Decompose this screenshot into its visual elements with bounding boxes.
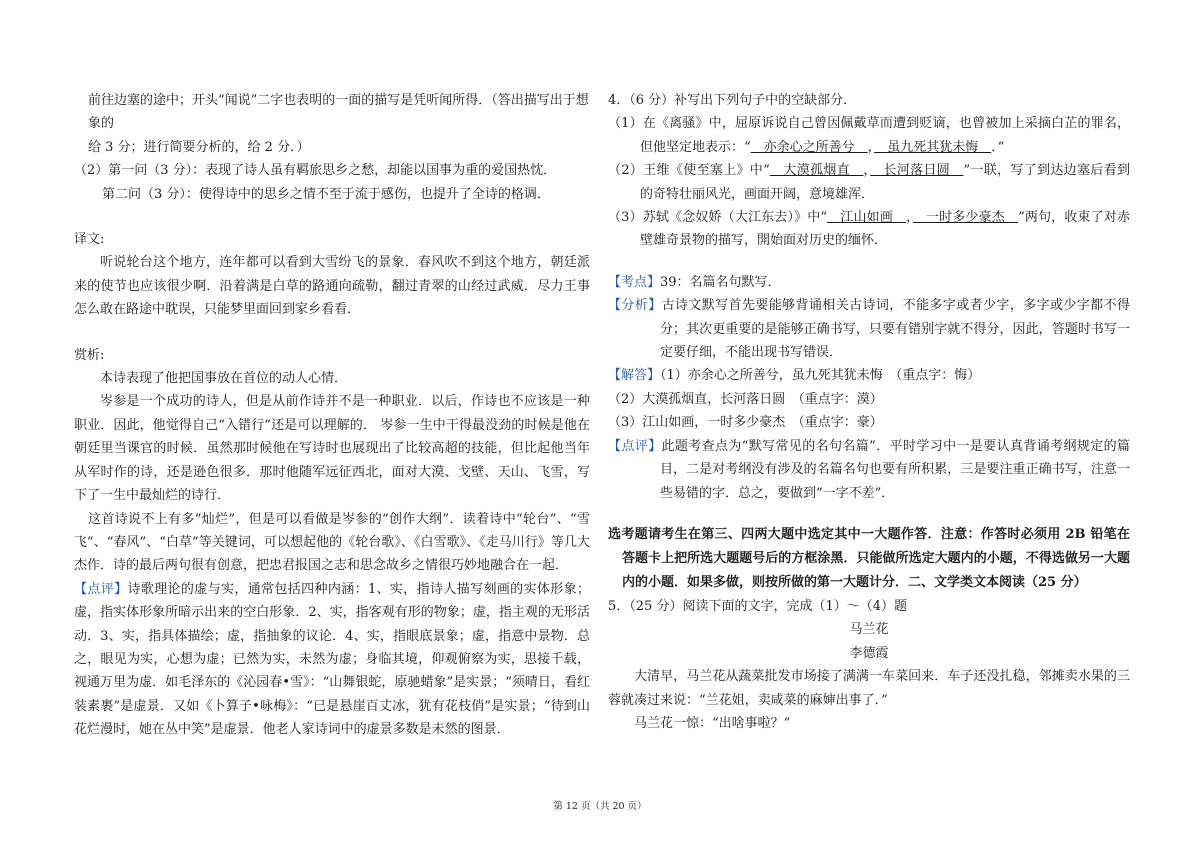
- story-title: 马兰花: [849, 622, 889, 638]
- question-4-title: 4．（6 分）补写出下列句子中的空缺部分．: [608, 93, 857, 108]
- question-5-title: 5．（25 分）阅读下面的文字，完成（1）～（4）题: [608, 598, 907, 614]
- q4-3-answer-2: 一时多少豪杰: [912, 210, 1019, 226]
- appreciation-para-1: 本诗表现了他把国事放在首位的动人心情．: [100, 371, 348, 387]
- appreciation-para-3: 这首诗说不上有多“灿烂”，但是可以看做是岑参的“创作大纲”．读着诗中“轮台”、“雪飞”、“春风”、“白草”等关键词，可以想起他的《轮台歌》、《白雪歌》、《走马川行》等几大杰作．诗的最后两句很有创意，把忠君报国之志和思念故乡之情很巧妙地融合在一起．: [74, 511, 590, 574]
- right-column: [608, 89, 1130, 735]
- right-comment-section: [608, 435, 1130, 505]
- question-4-item-1: [608, 112, 1130, 159]
- q4-2-suffix: ”一联，写了到达边塞后看到的奇特壮丽风光，画面开阔，意境雄浑．: [640, 163, 1130, 202]
- comment-text: 诗歌理论的虚与实，通常包括四种内涵：1、实，指诗人描写刻画的实体形象；虚，指实体形象所暗示出来的空白形象．2、实，指客观有形的物象；虚，指主观的无形活动．3、实，指具体描绘；虚，指抽象的议论．4、实，指眼底景象；虚，指意中景物．总之，眼见为实，心想为虚；已然为实，未然为虚；身临其境，仰观俯察为实，思接千载，视通万里为虚．如毛泽东的《沁园春•雪》：“山舞银蛇，原驰蜡象”是实景；“须晴日，看红装素裹”是虚景．又如《卜算子•咏梅》：“已是悬崖百丈冰，犹有花枝俏”是实景；“待到山花烂漫时，她在丛中笑”是虚景．他老人家诗词中的虚景多数是未然的图景．: [74, 581, 590, 738]
- right-comment-tag: 【点评】: [608, 438, 662, 454]
- story-paragraph-1: 大清早，马兰花从蔬菜批发市场接了满满一车菜回来．车子还没扎稳，邻摊卖水果的三蓉就凑过来说：“兰花姐，卖咸菜的麻婶出事了．”: [608, 669, 1130, 708]
- right-comment-text: 此题考查点为“默写常见的名句名篇”．平时学习中一是要认真背诵考纲规定的篇目，二是对考纲没有涉及的名篇名句也要有所积累，三是要注重正确书写，注意一些易错的字．总之，要做到“一字不差”．: [660, 438, 1130, 501]
- q4-3-prefix: （3）苏轼《念奴娇（大江东去）》中“: [608, 210, 828, 226]
- analysis-tag: 【分析】: [608, 298, 662, 314]
- q4-2-answer-2: 长河落日圆: [870, 163, 964, 179]
- left-column: [74, 89, 590, 742]
- appreciation-label: 赏析:: [74, 347, 105, 363]
- left-line-1: 前往边塞的途中；开头“闻说”二字也表明的一面的描写是凭听闻所得．（答出描写出于想象的: [88, 93, 589, 132]
- answer-line-1: [608, 364, 1130, 387]
- analysis-text: 古诗文默写首先要能够背诵相关古诗词，不能多字或者少字，多字或少字都不得分；其次更重要的是能够正确书写，只要有错别字就不得分，因此，答题时书写一定要仔细，不能出现书写错误．: [660, 298, 1130, 361]
- page-footer: 第 12 页（共 20 页）: [553, 801, 647, 812]
- q4-1-answer-1: 亦余心之所善兮: [750, 139, 868, 155]
- q4-3-answer-1: 江山如画: [827, 210, 907, 226]
- answer-line-3: （3）江山如画，一时多少豪杰 （重点字：豪）: [608, 415, 883, 431]
- q4-2-prefix: （2）王维《使至塞上》中“: [608, 163, 770, 179]
- answer-text-1: （1）亦余心之所善兮，虽九死其犹未悔 （重点字：悔）: [660, 368, 981, 384]
- analysis-section: [608, 294, 1130, 364]
- q4-1-prefix: （1）在《离骚》中，屈原诉说自己曾因佩戴草而遭到贬谪，也曾被加上采摘白芷的罪名，但他坚定地表示：“: [608, 116, 1130, 155]
- comment-tag: 【点评】: [74, 581, 128, 597]
- knowledge-point-tag: 【考点】: [608, 274, 661, 290]
- translation-text: 听说轮台这个地方，连年都可以看到大雪纷飞的景象．春风吹不到这个地方，朝廷派来的使节也应该很少啊．沿着满是白草的路通向疏勒，翻过青翠的山经过武威．尽力王事怎么敢在路途中耽误，只能梦里面回到家乡看看．: [74, 255, 590, 318]
- left-line-2: 给 3 分；进行简要分析的，给 2 分．）: [88, 139, 310, 155]
- q4-3-suffix: ”两句，收束了对赤壁雄奇景物的描写，開始面对历史的缅怀．: [640, 210, 1130, 249]
- knowledge-point-text: 39：名篇名句默写．: [660, 274, 781, 290]
- left-line-4: 第二问（3 分）：使得诗中的思乡之情不至于流于感伤，也提升了全诗的格调．: [102, 186, 550, 202]
- left-line-3: （2）第一问（3 分）：表现了诗人虽有羁旅思乡之愁，却能以国事为重的爱国热忱．: [74, 163, 557, 179]
- answer-tag: 【解答】: [608, 368, 661, 384]
- answer-line-2: （2）大漠孤烟直，长河落日圆 （重点字：漠）: [608, 391, 883, 407]
- q4-2-answer-1: 大漠孤烟直: [769, 163, 864, 179]
- appreciation-para-2: 岑参是一个成功的诗人，但是从前作诗并不是一种职业．以后，作诗也不应该是一种职业．因此，他觉得自己“入错行”还是可以理解的． 岑参一生中干得最没劲的时候是他在朝廷里当课官的时候．虽然那时候他在写诗时也展现出了比较高超的技能，但比起他当年从军时作的诗，还是逊色很多．那时他随军远征西北，面对大漠、戈壁、天山、飞雪，写下了一生中最灿烂的诗行．: [74, 394, 590, 504]
- optional-section-instructions: 选考题请考生在第三、四两大题中选定其中一大题作答．注意：作答时必须用 2B 铅笔在答题卡上把所选大题题号后的方框涂黑．只能做所选定大题内的小题，不得选做另一大题内的小题．如果多做，则按所做的第一大题计分．二、文学类文本阅读（25 分）: [608, 526, 1130, 590]
- q4-1-suffix: ．”: [991, 139, 1005, 155]
- q4-1-answer-2: 虽九死其犹未悔: [874, 139, 992, 155]
- story-paragraph-2: 马兰花一惊：“出啥事啦？”: [634, 715, 791, 731]
- translation-label: 译文:: [74, 232, 105, 248]
- q4-3-comma: ，: [906, 210, 913, 226]
- story-author: 李德霞: [849, 645, 889, 661]
- question-4-item-2: [608, 159, 1130, 206]
- q4-1-comma: ，: [867, 139, 875, 155]
- q4-2-comma: ，: [863, 163, 871, 179]
- knowledge-point: [608, 271, 1130, 294]
- question-4-item-3: [608, 206, 1130, 253]
- comment-section: [74, 578, 590, 742]
